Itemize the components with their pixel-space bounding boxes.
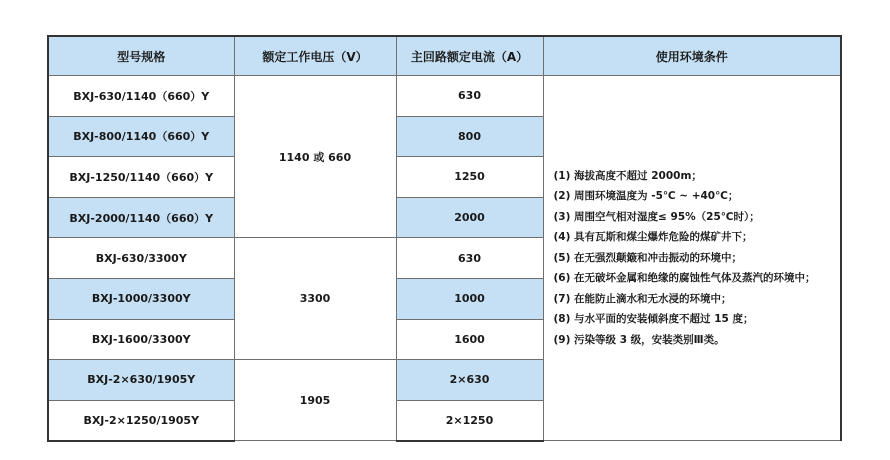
- condition-item: (7) 在能防止滴水和无水浸的环境中；: [553, 292, 732, 305]
- header-conditions: 使用环境条件: [543, 36, 841, 76]
- model-cell: BXJ-1250/1140（660）Y: [48, 157, 234, 198]
- voltage-cell: 1140 或 660: [234, 76, 396, 238]
- current-cell: 2×630: [396, 360, 543, 401]
- condition-item: (3) 周围空气相对湿度≤ 95%（25℃时）；: [553, 210, 760, 223]
- current-cell: 2×1250: [396, 400, 543, 441]
- current-cell: 2000: [396, 197, 543, 238]
- conditions-cell: [543, 76, 841, 441]
- current-cell: 800: [396, 116, 543, 157]
- model-cell: BXJ-2×630/1905Y: [48, 360, 234, 401]
- model-cell: BXJ-2000/1140（660）Y: [48, 197, 234, 238]
- model-cell: BXJ-630/1140（660）Y: [48, 76, 234, 117]
- spec-table: [47, 35, 842, 442]
- header-voltage: 额定工作电压（V）: [234, 36, 396, 76]
- condition-item: (9) 污染等级 3 级，安装类别Ⅲ类。: [553, 333, 725, 346]
- voltage-cell: 3300: [234, 238, 396, 360]
- model-cell: BXJ-630/3300Y: [48, 238, 234, 279]
- model-cell: BXJ-1600/3300Y: [48, 319, 234, 360]
- condition-item: (2) 周围环境温度为 -5℃ ~ +40℃；: [553, 190, 739, 203]
- condition-item: (8) 与水平面的安装倾斜度不超过 15 度；: [553, 313, 754, 326]
- current-cell: 630: [396, 76, 543, 117]
- current-cell: 630: [396, 238, 543, 279]
- current-cell: 1000: [396, 278, 543, 319]
- model-cell: BXJ-1000/3300Y: [48, 278, 234, 319]
- condition-item: (6) 在无破坏金属和绝缘的腐蚀性气体及蒸汽的环境中；: [553, 272, 816, 285]
- condition-item: (5) 在无强烈颠簸和冲击振动的环境中；: [553, 251, 743, 264]
- header-row: [48, 36, 841, 76]
- conditions-list: [554, 166, 841, 351]
- table-row: [48, 76, 841, 117]
- model-cell: BXJ-2×1250/1905Y: [48, 400, 234, 441]
- condition-item: (1) 海拔高度不超过 2000m；: [553, 169, 702, 182]
- current-cell: 1600: [396, 319, 543, 360]
- voltage-cell: 1905: [234, 360, 396, 441]
- header-current: 主回路额定电流（A）: [396, 36, 543, 76]
- condition-item: (4) 具有瓦斯和煤尘爆炸危险的煤矿井下；: [553, 231, 753, 244]
- model-cell: BXJ-800/1140（660）Y: [48, 116, 234, 157]
- header-model: 型号规格: [48, 36, 234, 76]
- current-cell: 1250: [396, 157, 543, 198]
